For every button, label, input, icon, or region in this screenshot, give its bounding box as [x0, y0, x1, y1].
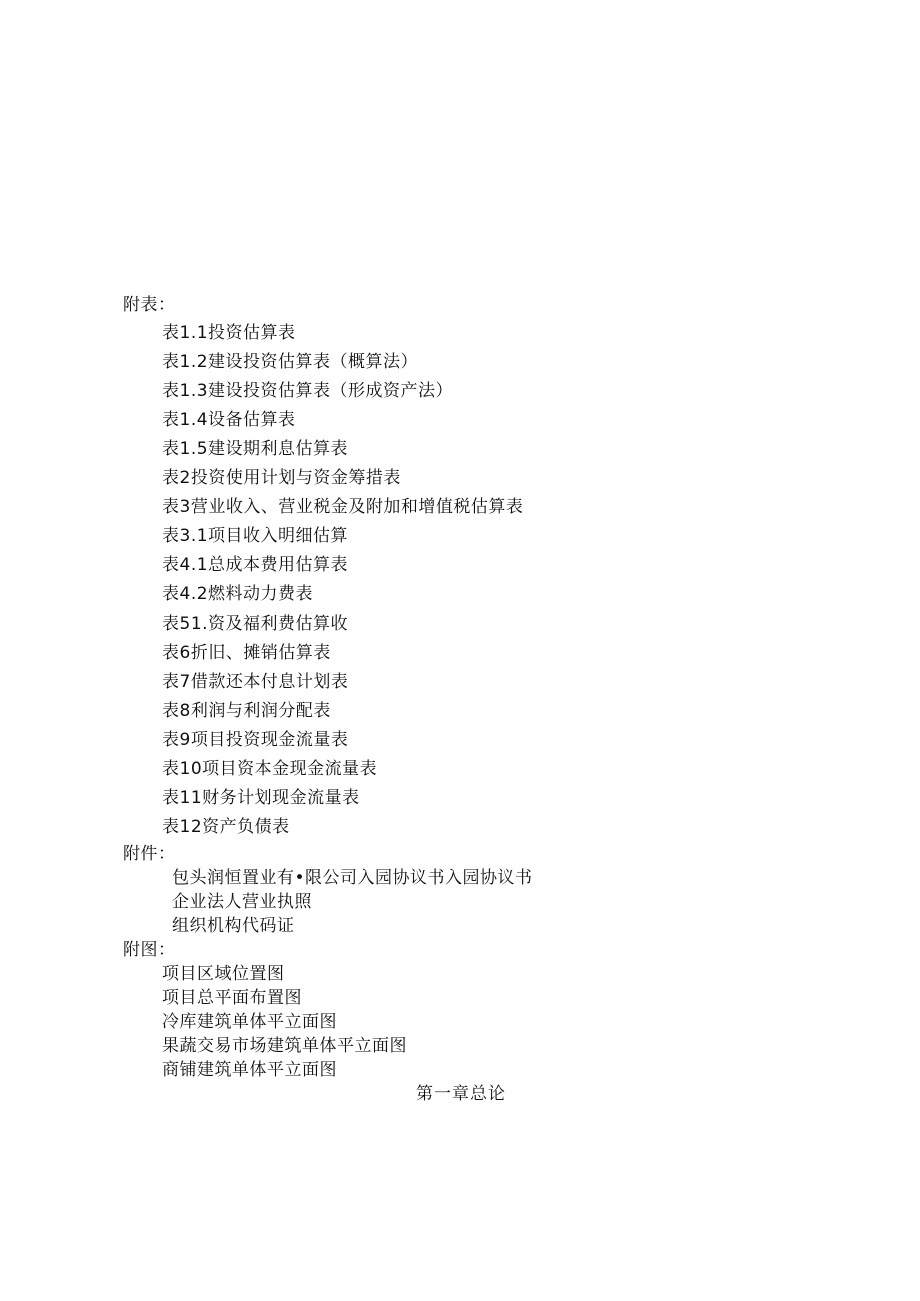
appendix-tables-heading: 附表：	[123, 295, 176, 315]
list-item: 表1.1投资估算表	[162, 323, 296, 343]
list-item: 表4.2燃料动力费表	[162, 584, 314, 604]
list-item: 表3.1项目收入明细估算	[162, 526, 349, 546]
list-item: 表10项目资本金现金流量表	[162, 759, 378, 779]
list-item: 表1.4设备估算表	[162, 410, 296, 430]
list-item: 表1.3建设投资估算表（形成资产法）	[162, 381, 454, 401]
list-item: 包头润恒置业有•限公司入园协议书入园协议书	[172, 868, 533, 888]
list-item: 表51.资及福利费估算收	[162, 614, 349, 634]
list-item: 表8利润与利润分配表	[162, 701, 331, 721]
list-item: 果蔬交易市场建筑单体平立面图	[162, 1036, 407, 1056]
list-item: 表9项目投资现金流量表	[162, 730, 349, 750]
list-item: 表4.1总成本费用估算表	[162, 555, 349, 575]
list-item: 表1.2建设投资估算表（概算法）	[162, 352, 419, 372]
list-item: 商铺建筑单体平立面图	[162, 1060, 337, 1080]
list-item: 表7借款还本付息计划表	[162, 672, 349, 692]
list-item: 表2投资使用计划与资金筹措表	[162, 468, 401, 488]
list-item: 企业法人营业执照	[172, 892, 312, 912]
list-item: 表3营业收入、营业税金及附加和增值税估算表	[162, 497, 524, 517]
list-item: 表12资产负债表	[162, 817, 290, 837]
list-item: 项目总平面布置图	[162, 988, 302, 1008]
chapter-title: 第一章总论	[416, 1084, 506, 1104]
appendix-figures-heading: 附图：	[123, 940, 176, 960]
attachments-heading: 附件：	[123, 844, 176, 864]
list-item: 表6折旧、摊销估算表	[162, 643, 331, 663]
list-item: 冷库建筑单体平立面图	[162, 1012, 337, 1032]
list-item: 表11财务计划现金流量表	[162, 788, 360, 808]
list-item: 表1.5建设期利息估算表	[162, 439, 349, 459]
list-item: 项目区域位置图	[162, 964, 285, 984]
list-item: 组织机构代码证	[172, 916, 295, 936]
